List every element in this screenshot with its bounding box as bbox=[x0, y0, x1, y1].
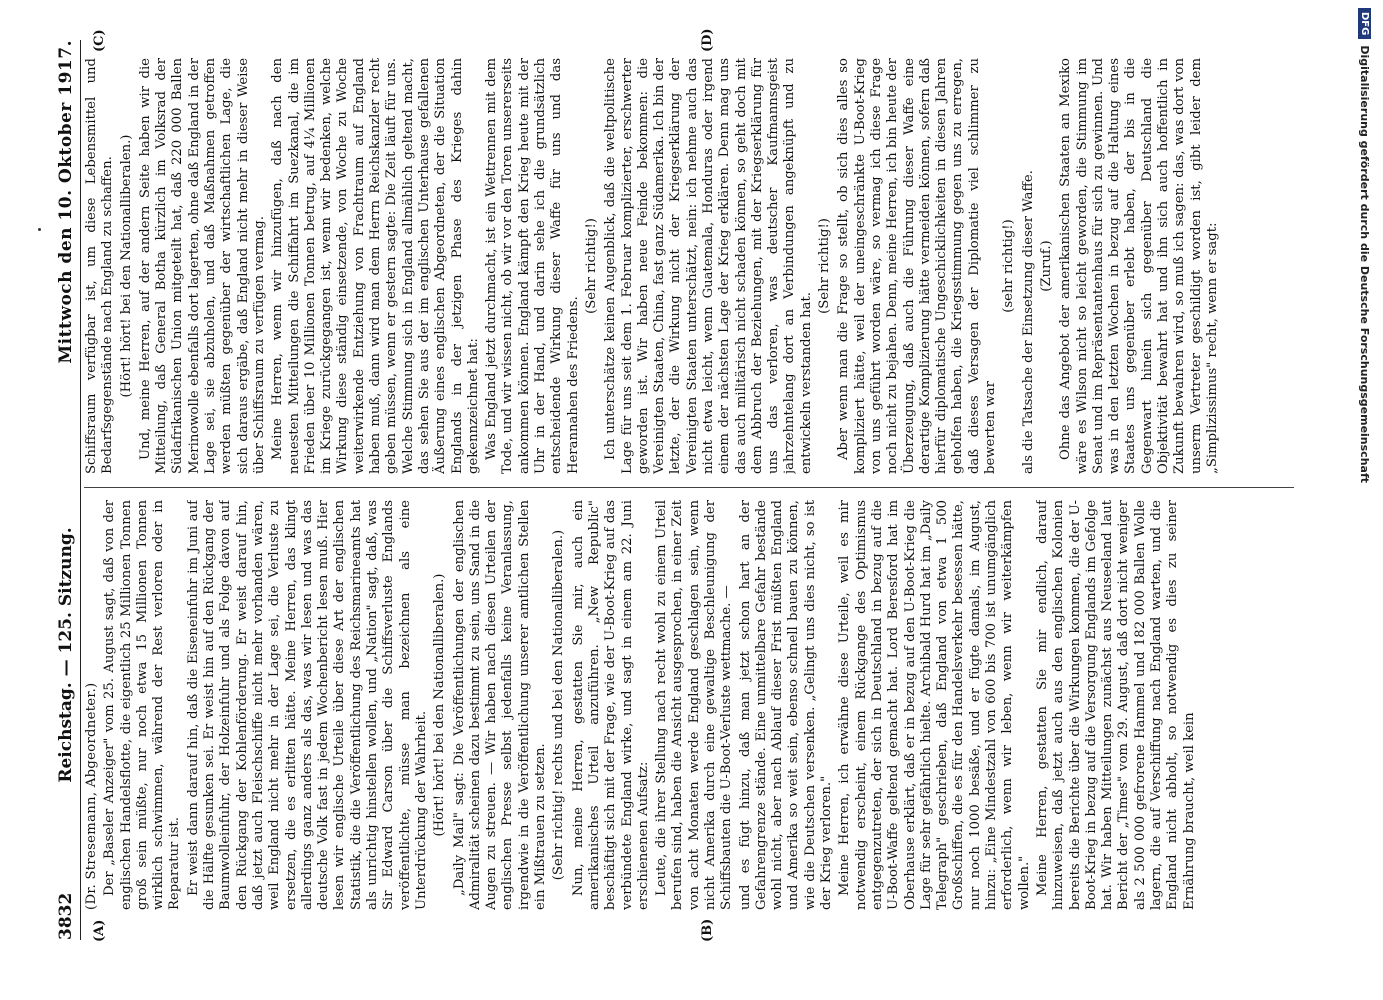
page-number: 3832 bbox=[56, 892, 76, 940]
paragraph: „Daily Mail" sagt: Die Veröffentlichungen der englischen Admiralität scheinen dazu bestimmt zu sein, uns Sand in die Augen zu streuen. — Wir haben nach diesen Urteilen der englischen Presse selbst jedenfalls keine Veranlassung, irgendwie in die Veröffentlichung unserer amtlichen Stellen ein Mißtrauen zu setzen. bbox=[451, 500, 549, 910]
paragraph: Meine Herren, gestatten Sie mir endlich, darauf hinzuweisen, daß jetzt auch aus den englischen Kolonien bereits die Berichte über die Wirkungen kommen, die der U-Boot-Krieg in bezug auf die Versorgung Englands im Gefolge hat. Wir haben Mitteilungen zunächst aus Neuseeland laut Bericht der „Times" vom 29. August, daß dort nicht weniger als 2 500 000 gefrorene Hammel und 182 000 Ballen Wolle lagern, die auf Verschiffung nach England warten, und die England nicht abholt, so notwendig es dies zu seiner Ernährung braucht, weil kein bbox=[1034, 500, 1197, 910]
interjection: (Sehr richtig!) bbox=[817, 218, 833, 314]
paragraph: und es fügt hinzu, daß man jetzt schon hart an der Gefahrengrenze stände. Eine unmittelbare Gefahr bestände wohl nicht, aber nach Ablauf dieser Frist müßten England und Amerika so weit sein, ebenso schnell bauen zu können, wie die Deutschen versenken. „Gelingt uns dies nicht, so ist der Krieg verloren." bbox=[737, 500, 835, 910]
paragraph: Nun, meine Herren, gestatten Sie mir, auch ein amerikanisches Urteil anzuführen. „New Republic" beschäftigt sich mit der Frage, wie der U-Boot-Krieg auf das verbündete England wirke, und sagt in einem am 22. Juni erschienenen Aufsatz: bbox=[570, 500, 651, 910]
paragraph: Meine Herren, wenn wir hinzufügen, daß nach den neuesten Mitteilungen die Schiffahrt im Suezkanal, die im Frieden über 10 Millionen Tonnen betrug, auf 4¼ Millionen im Kriege zurückgegangen ist, wenn wir bedenken, welche Wirkung diese ständig einsetzende, von Woche zu Woche weiterwirkende Entziehung von Frachtraum auf England haben muß, dann wird man dem Herrn Reichskanzler recht geben müssen, wenn er gestern sagte: Die Zeit läuft für uns. Welche Stimmung sich in England allmählich geltend macht, das sehen Sie aus der im englischen Unterhause gefallenen Äußerung eines englischen Abgeordneten, der die Situation Englands in der jetzigen Phase des Krieges dahin gekennzeichnet hat: bbox=[270, 58, 481, 474]
stray-mark bbox=[38, 228, 41, 231]
interjection: (Sehr richtig!) bbox=[583, 218, 599, 314]
digitization-text-row bbox=[1353, 8, 1377, 998]
paragraph: Der „Baseler Anzeiger" vom 25. August sagt, daß von der englischen Handelsflotte, die eigentlich 25 Millionen Tonnen groß sein müßte, nur noch etwa 15 Millionen Tonnen wirklich schwimmen, während der Rest verloren oder in Reparatur ist. bbox=[102, 500, 183, 910]
interjection: (Sehr richtig! rechts und bei den Nationalliberalen.) bbox=[551, 529, 567, 881]
interjection: (Hört! hört! bei den Nationalliberalen.) bbox=[118, 134, 134, 398]
paragraph: Ohne das Angebot der amerikanischen Staaten an Mexiko wäre es Wilson nicht so leicht geworden, die Stimmung im Senat und im Repräsentantenhaus für sich zu gewinnen. Und was in den letzten Wochen in bezug auf die Haltung eines Staates uns gegenüber erlebt haben, der bis in die Gegenwart hinein sich gegenüber Deutschland die Objektivität bewahrt hat und ihn sich auch hoffentlich in Zukunft bewahren wird, so muß ich sagen: das, was dort von unserm Vertreter geschildigt worden ist, gibt leider dem „Simplizissimus" recht, wenn er sagt: bbox=[1058, 58, 1220, 474]
speaker-line: (Dr. Stresemann, Abgeordneter.) bbox=[84, 682, 99, 910]
left-column bbox=[84, 500, 1294, 910]
margin-mark-b: (B) bbox=[700, 918, 715, 942]
paragraph: Meine Herren, ich erwähne diese Urteile, weil es mir notwendig erscheint, einem Rückgange des Optimismus entgegenzutreten, der sich in Deutschland in bezug auf die U-Boot-Waffe geltend gemacht hat. Lord Beresford hat im Oberhause erklärt, daß er in bezug auf den U-Boot-Krieg die Lage für sehr gefährlich hielte. Archibald Hurd hat im „Daily Telegraph" geschrieben, daß England von etwa 1 500 Großschiffen, die es für den Handelsverkehr besessen hätte, nur noch 1000 besäße, und er fügte damals, im August, hinzu: „Eine Mindestzahl von 600 bis 700 ist unumgänglich erforderlich, wenn wir leben, wenn wir weiterkämpfen wollen." bbox=[837, 500, 1032, 910]
quote-paragraph: Leute, die ihrer Stellung nach recht wohl zu einem Urteil berufen sind, haben die Ansicht ausgesprochen, in einer Zeit von acht Monaten werde England geschlagen sein, wenn nicht Amerika durch eine gewaltige Beschleunigung der Schiffsbauten die U-Boot-Verluste wettmache. — bbox=[654, 500, 735, 910]
digitization-credit: Digitalisierung gefördert durch die Deutsche Forschungsgemeinschaft bbox=[1358, 45, 1372, 484]
quote-paragraph: Was England jetzt durchmacht, ist ein Wettrennen mit dem Tode, und wir wissen nicht, ob wir vor den Toren unsererseits ankommen können. England kämpft den Krieg heute mit der Uhr in der Hand, und darin sehe ich die grundsätzlich entscheidende Wirkung dieser Waffe für uns und das Herannahen des Friedens. bbox=[484, 58, 581, 474]
right-column bbox=[84, 58, 1294, 474]
interjection: (sehr richtig!) bbox=[1001, 219, 1017, 313]
margin-mark-c: (C) bbox=[92, 29, 107, 52]
paragraph: Und, meine Herren, auf der andern Seite haben wir die Mitteilung, daß General Botha kürzlich im Volksrad der Südafrikanischen Union mitgeteilt hat, daß 220 000 Ballen Merinowolle ebenfalls dort lagerten, ohne daß England in der Lage sei, sie abzuholen, und daß Maßnahmen getroffen werden müßten gegenüber der wirtschaftlichen Lage, die sich daraus ergäbe, daß England nicht mehr in dieser Weise über Schiffsraum zu verfügen vermag. bbox=[137, 58, 267, 474]
interjection: (Hört! hört! bei den Nationalliberalen.) bbox=[432, 573, 448, 837]
page-header bbox=[52, 40, 81, 940]
paragraph: Schiffsraum verfügbar ist, um diese Lebensmittel und Bedarfsgegenstände nach England zu schaffen. bbox=[84, 58, 116, 474]
margin-mark-d: (D) bbox=[700, 28, 715, 52]
interjection: (Zuruf.) bbox=[1038, 240, 1054, 292]
digitization-note bbox=[1353, 8, 1377, 998]
dfg-logo: DFG bbox=[1359, 8, 1372, 39]
paragraph: Er weist dann darauf hin, daß die Eiseneinfuhr im Juni auf die Hälfte gesunken sei. Er weist hin auf den Rückgang der Baumwolleinfuhr, der Holzeinfuhr und als Folge davon auf den Rückgang der Kohlenförderung. Er weist darauf hin, daß jetzt auch Fleischschiffe nicht mehr vorhanden wären, weil England nicht mehr in der Lage sei, die Verluste zu ersetzen, die es erlitten hätte. Meine Herren, das klingt allerdings ganz anders als das, was wir lesen und was das deutsche Volk fast in jedem Wochenbericht lesen muß. Hier lesen wir englische Urteile über diese Art der englischen Statistik, die die Veröffentlichung des Reichsmarineamts hat als unrichtig hinstellen wollen, und „Nation" sagt, daß, was Sir Edward Carson über die Schiffsverluste Englands veröffentlichte, müsse man bezeichnen als eine Unterdrückung der Wahrheit. bbox=[185, 500, 429, 910]
paragraph: Ich unterschätze keinen Augenblick, daß die weltpolitische Lage für uns seit dem 1. Februar komplizierter, erschwerter geworden ist. Wir haben neue Feinde bekommen: die Vereinigten Staaten, China, fast ganz Südamerika. Ich bin der letzte, der die Wirkung nicht der Kriegserklärung der Vereinigten Staaten unterschätzt, nein: ich nehme auch das nicht etwa leicht, wenn Guatemala, Honduras oder irgend einem der nächsten Lage der Krieg erklären. Denn mag uns das auch militärisch nicht schaden können, so geht doch mit dem Abbruch der Beziehungen, mit der Kriegserklärung für uns das verloren, was deutscher Kaufmannsgeist jahrzehntelang dort an Verbindungen angeknüpft und zu entwickeln verstanden hat. bbox=[603, 58, 814, 474]
paragraph: als die Tatsache der Einsetzung dieser Waffe. bbox=[1020, 170, 1036, 474]
paragraph: Aber wenn man die Frage so stellt, ob sich dies alles so kompliziert hätte, weil der uneingeschränkte U-Boot-Krieg von uns geführt worden wäre, so vermag ich diese Frage noch nicht zu bejahen. Denn, meine Herren, ich bin heute der Überzeugung, daß auch die Führung dieser Waffe eine derartige Komplizierung hätte vermeiden können, sofern daß hierfür diplomatische Ungeschicklichkeiten in diesen Jahren geholfen haben, die Kriegsstimmung gegen uns zu erregen, daß dieses Versagen der Diplomatie viel schlimmer zu bewerten war bbox=[836, 58, 999, 474]
session-title: Reichstag. — 125. Sitzung. bbox=[56, 527, 76, 783]
margin-mark-a: (A) bbox=[92, 919, 107, 942]
date-title: Mittwoch den 10. Oktober 1917. bbox=[56, 40, 76, 364]
column-divider bbox=[84, 487, 1294, 488]
